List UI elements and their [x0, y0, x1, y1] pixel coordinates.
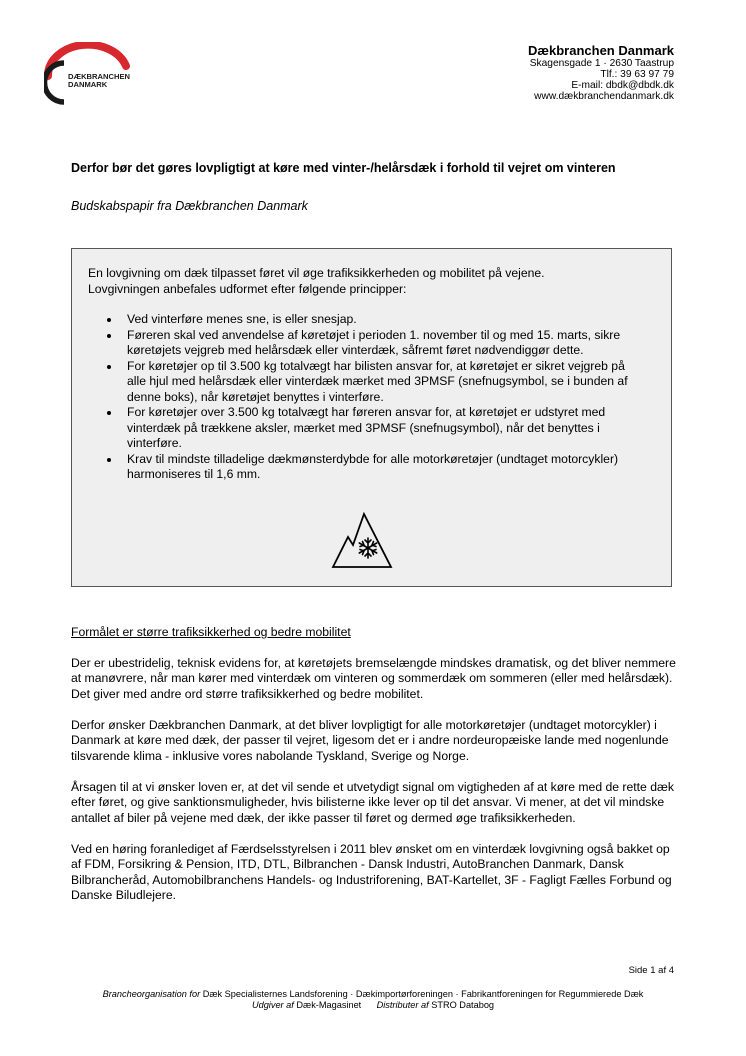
logo-graphic [44, 42, 144, 106]
3pmsf-mountain-snowflake-icon [331, 508, 393, 570]
org-web: www.dækbranchendanmark.dk [534, 91, 674, 102]
footer-label: Distributer af [376, 1000, 429, 1010]
paragraph: Ved en høring foranlediget af Færdselsstyrelsen i 2011 blev ønsket om en vinterdæk lovgivning også bakket op af FDM, Forsikring & Pension, ITD, DTL, Bilbranchen - Dansk Industri, AutoBranchen Danmark, Dansk Bilbrancheråd, Automobilbranchens Handels- og Industriforening, BAT-Kartellet, 3F - Fagligt Fælles Forbund og Danske Biludlejere. [71, 841, 672, 902]
footer-line-2 [0, 1000, 746, 1011]
box-intro-1: En lovgivning om dæk tilpasset føret vil øge trafiksikkerheden og mobilitet på vejene. [88, 266, 545, 280]
company-logo [44, 42, 144, 106]
org-email: E-mail: dbdk@dbdk.dk [571, 80, 674, 91]
list-item: • For køretøjer over 3.500 kg totalvægt har føreren ansvar for, at køretøjet er udstyret med vinterdæk på trækkene aksler, mærket med 3PMSF (snefnugsymbol), når det benyttes i vinterføre. [121, 405, 641, 452]
page-number: Side 1 af 4 [628, 965, 674, 976]
page-footer [0, 989, 746, 1011]
footer-line-1 [0, 989, 746, 1000]
main-section [71, 625, 677, 919]
principles-list [88, 312, 641, 483]
paragraph: Derfor ønsker Dækbranchen Danmark, at det bliver lovpligtigt for alle motorkøretøjer (undtaget motorcykler) i Danmark at køre med dæk, der passer til vejret, ligesom det er i andre nordeuropæiske lande med nogenlunde tilsvarende klima - inklusive vores nabolande Tyskland, Sverige og Norge. [71, 717, 669, 763]
org-name: Dækbranchen Danmark [528, 43, 674, 58]
principles-box [71, 248, 672, 587]
paragraph: Der er ubestridelig, teknisk evidens for, at køretøjets bremselængde mindskes dramatisk, og det bliver nemmere at manøvrere, når man kører med vinterdæk om vinteren og sommerdæk om sommeren (eller med helårsdæk). Det giver med andre ord større trafiksikkerhed og bedre mobilitet. [71, 655, 676, 701]
footer-text: Dæk-Magasinet [296, 1000, 362, 1010]
org-address: Skagensgade 1 · 2630 Taastrup [529, 58, 674, 69]
footer-label: Brancheorganisation for [102, 989, 201, 999]
paragraph: Årsagen til at vi ønsker loven er, at det vil sende et utvetydigt signal om vigtigheden af at køre med de rette dæk efter føret, og give sanktionsmuligheder, hvis bilisterne ikke lever op til det ansvar. Vi mener, at det vil mindske antallet af biler på vejene med dæk, der ikke passer til føret og dermed øge trafiksikkerheden. [71, 779, 674, 825]
box-intro-2: Lovgivningen anbefales udformet efter følgende principper: [88, 281, 407, 296]
list-item: • Føreren skal ved anvendelse af køretøjet i perioden 1. november til og med 15. marts, sikre køretøjets vejgreb med helårsdæk eller vinterdæk, såfremt føret nødvendiggør dette. [121, 328, 641, 359]
logo-line1: DÆKBRANCHEN [68, 72, 131, 81]
section-heading: Formålet er større trafiksikkerhed og bedre mobilitet [71, 625, 351, 639]
list-item: • For køretøjer op til 3.500 kg totalvægt har bilisten ansvar for, at køretøjet er sikret vejgreb på alle hjul med helårsdæk eller vinterdæk mærket med 3PMSF (snefnugsymbol, se i bunden af denne boks), når køretøjet benyttes i vinterføre. [121, 359, 641, 406]
footer-label: Udgiver af [251, 1000, 294, 1010]
document-title: Derfor bør det gøres lovpligtigt at køre med vinter-/helårsdæk i forhold til vejret om vinteren [71, 161, 616, 175]
document-subtitle: Budskabspapir fra Dækbranchen Danmark [71, 199, 308, 213]
footer-text: Dæk Specialisternes Landsforening · Dækimportørforeningen · Fabrikantforeningen for Regummierede Dæk [202, 989, 644, 999]
org-phone: Tlf.: 39 63 97 79 [600, 69, 674, 80]
organization-header [528, 44, 674, 102]
logo-line2: DANMARK [68, 80, 108, 89]
footer-text: STRO Databog [431, 1000, 495, 1010]
list-item: • Ved vinterføre menes sne, is eller snesjap. [121, 312, 641, 328]
list-item: • Krav til mindste tilladelige dækmønsterdybde for alle motorkøretøjer (undtaget motorcykler) harmoniseres til 1,6 mm. [121, 452, 641, 483]
